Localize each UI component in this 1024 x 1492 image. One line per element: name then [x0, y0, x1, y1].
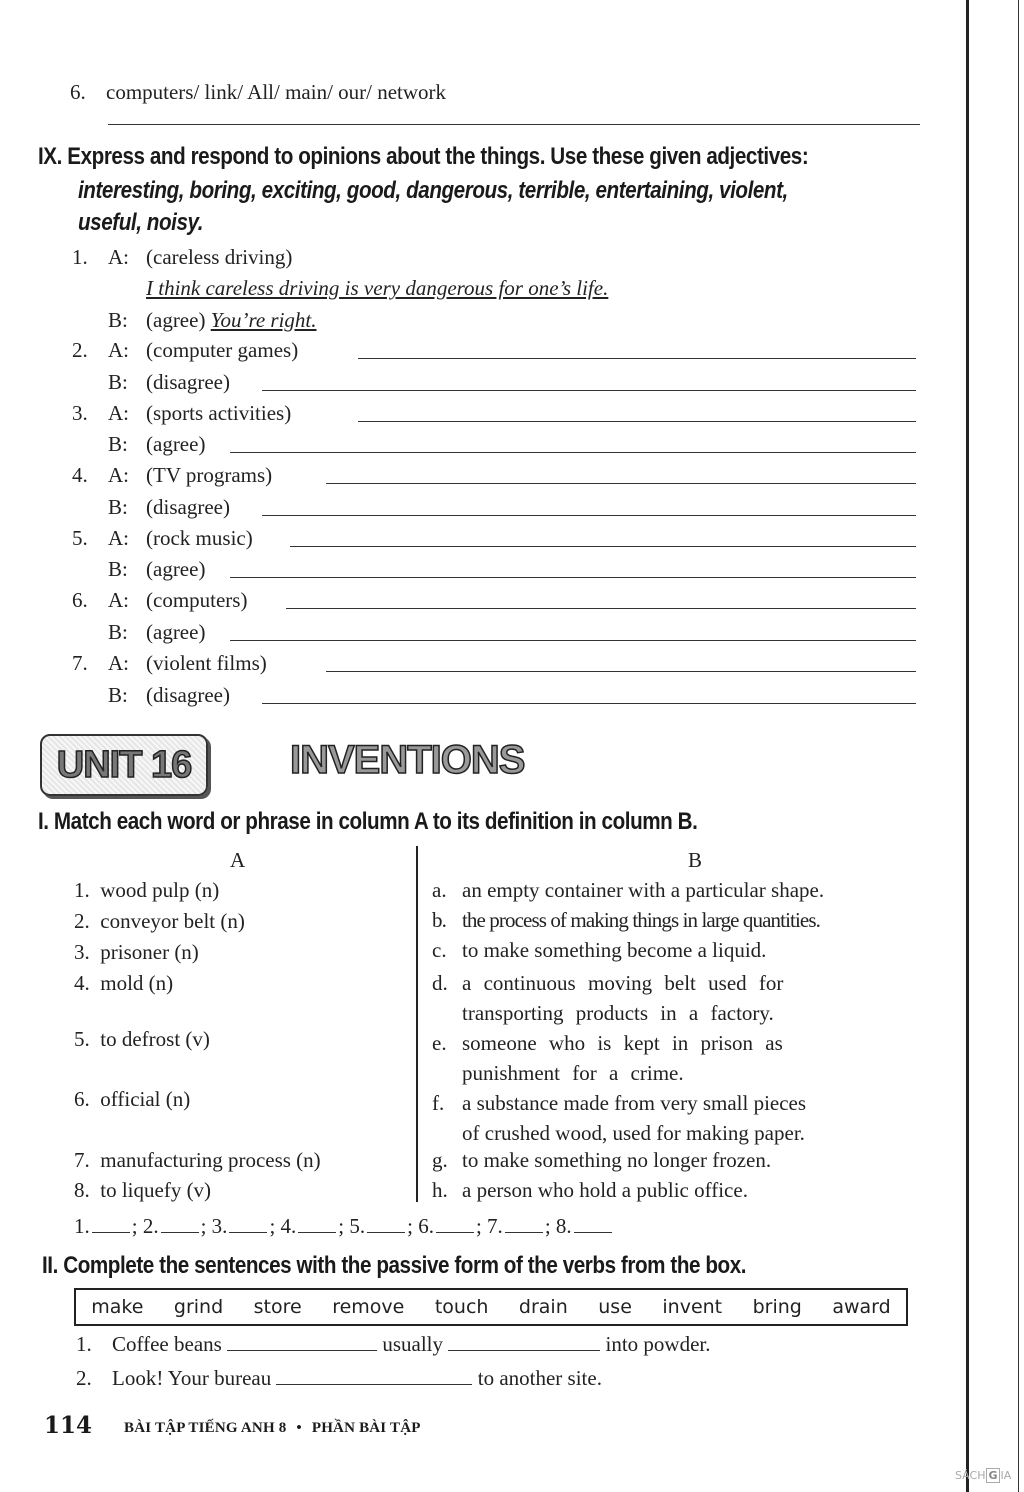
answer-blank[interactable]: [92, 1231, 130, 1233]
answer-line[interactable]: [326, 671, 916, 672]
dialogue-item-3-b: [108, 432, 205, 457]
speaker-label: A:: [108, 400, 129, 425]
item-number: 1.: [76, 1332, 92, 1356]
speaker-label: A:: [108, 245, 129, 269]
unit-badge: [40, 734, 208, 796]
item-text: computers/ link/ All/ main/ our/ network: [106, 80, 447, 104]
item-number: 7.: [72, 651, 88, 675]
definition-letter: e.: [432, 1031, 447, 1055]
answer-label: ; 7.: [475, 1214, 503, 1238]
answer-label: 1.: [74, 1214, 90, 1238]
answer-blank[interactable]: [448, 1349, 600, 1351]
dialogue-item-7-b: [108, 683, 230, 708]
cue: (disagree): [146, 682, 230, 707]
definition-text: punishment for a crime.: [462, 1061, 684, 1085]
adjectives-line-2: useful, noisy.: [78, 209, 204, 236]
definition-text: to make something become a liquid.: [462, 938, 767, 962]
column-b-item: [432, 968, 932, 1028]
sentence-text: Look! Your bureau: [112, 1366, 272, 1390]
verb-box: [74, 1288, 908, 1326]
answer-line[interactable]: [358, 421, 916, 422]
speaker-label: A:: [108, 588, 129, 613]
verb-option: drain: [518, 1296, 568, 1318]
verb-option: store: [253, 1296, 302, 1318]
verb-option: touch: [434, 1296, 489, 1318]
section-ii-heading: II. Complete the sentences with the passive form of the verbs from the box.: [42, 1252, 747, 1279]
speaker-label: B:: [108, 308, 128, 332]
answer-line[interactable]: [230, 452, 916, 453]
unit-title: INVENTIONS: [290, 738, 525, 782]
unit-badge-text: UNIT 16: [56, 743, 192, 786]
cue: (disagree): [146, 369, 230, 394]
dialogue-item-4-a: [72, 463, 272, 488]
topic: (computer games): [146, 338, 299, 362]
dialogue-item-3-a: [72, 401, 291, 426]
column-b-item: [432, 1028, 932, 1088]
answer-blank[interactable]: [161, 1231, 199, 1233]
answer-blank[interactable]: [227, 1349, 377, 1351]
verb-option: use: [598, 1296, 632, 1318]
verb-option: grind: [173, 1296, 224, 1318]
item-number: 5.: [72, 525, 88, 550]
dialogue-item-1-b: [108, 308, 317, 333]
column-b-item: [432, 908, 932, 933]
verb-option: award: [832, 1296, 891, 1318]
definition-letter: f.: [432, 1091, 445, 1115]
verb-option: remove: [332, 1296, 405, 1318]
sentence-text: usually: [382, 1332, 443, 1356]
dialogue-item-6-b: [108, 620, 205, 645]
column-a-item: 4. mold (n): [74, 971, 174, 995]
watermark-text: IA: [1000, 1469, 1012, 1482]
speaker-label: B:: [108, 494, 128, 519]
cue: (disagree): [146, 494, 230, 519]
answer-line[interactable]: [262, 390, 916, 391]
answer-line[interactable]: [358, 358, 916, 359]
definition-text: an empty container with a particular shape.: [462, 878, 825, 902]
item-number: 6.: [72, 588, 88, 613]
speaker-label: B:: [108, 557, 128, 582]
definition-text: to make something no longer frozen.: [462, 1148, 772, 1172]
speaker-label: B:: [108, 369, 128, 394]
answer-blank[interactable]: [436, 1231, 474, 1233]
speaker-label: B:: [108, 682, 128, 707]
answer-line[interactable]: [290, 546, 916, 547]
answer-blank[interactable]: [505, 1231, 543, 1233]
column-a-item: 7. manufacturing process (n): [74, 1148, 321, 1172]
section-ix-heading: IX. Express and respond to opinions about the things. Use these given adjectives:: [38, 143, 809, 170]
example-answer-b: You’re right.: [210, 308, 317, 332]
sentence-text: to another site.: [477, 1366, 602, 1390]
answer-line[interactable]: [230, 640, 916, 641]
answer-label: ; 4.: [269, 1214, 297, 1238]
answer-line[interactable]: [262, 515, 916, 516]
speaker-label: A:: [108, 463, 129, 488]
answer-label: ; 3.: [200, 1214, 228, 1238]
section-i-heading: I. Match each word or phrase in column A to its definition in column B.: [38, 808, 698, 835]
column-divider: [416, 846, 418, 1202]
cue: (agree): [146, 432, 206, 457]
definition-text: a person who hold a public office.: [462, 1178, 748, 1202]
item-number: 3.: [72, 400, 88, 425]
cue: (agree): [146, 619, 206, 644]
topic: (sports activities): [146, 400, 292, 425]
verb-option: bring: [752, 1296, 802, 1318]
example-answer-a: I think careless driving is very dangerous for one’s life.: [146, 276, 609, 300]
column-b-item: [432, 878, 932, 903]
answer-label: ; 2.: [131, 1214, 159, 1238]
answer-line[interactable]: [108, 124, 920, 125]
book-section: PHẦN BÀI TẬP: [311, 1420, 421, 1436]
answer-line[interactable]: [286, 608, 916, 609]
definition-letter: g.: [432, 1148, 448, 1172]
definition-text: of crushed wood, used for making paper.: [462, 1121, 805, 1145]
sentence-text: into powder.: [605, 1332, 711, 1356]
dialogue-item-2-a: [72, 338, 298, 363]
column-a-item: 1. wood pulp (n): [74, 878, 220, 902]
dialogue-item-5-b: [108, 557, 205, 582]
dialogue-item-2-b: [108, 370, 230, 395]
answer-blank[interactable]: [298, 1231, 336, 1233]
definition-letter: h.: [432, 1178, 448, 1202]
sentence-2: [76, 1366, 602, 1391]
definition-letter: b.: [432, 908, 446, 932]
topic: (violent films): [146, 651, 267, 675]
column-a-item: 3. prisoner (n): [74, 940, 199, 964]
answer-label: ; 5.: [338, 1214, 366, 1238]
verb-option: make: [91, 1296, 144, 1318]
definition-letter: c.: [432, 938, 447, 962]
page-number: 114: [44, 1412, 93, 1439]
column-a-item: 6. official (n): [74, 1087, 191, 1111]
column-b-item: [432, 1178, 932, 1203]
answer-blank[interactable]: [229, 1231, 267, 1233]
column-b-header: B: [688, 848, 703, 872]
watermark: [955, 1468, 1011, 1483]
page-binding-line: [966, 0, 969, 1492]
definition-letter: d.: [432, 971, 448, 995]
dialogue-item-6-a: [72, 588, 247, 613]
running-footer: [124, 1420, 421, 1437]
column-a-item: 2. conveyor belt (n): [74, 909, 245, 933]
definition-text: the process of making things in large quantities.: [462, 908, 820, 932]
answer-line[interactable]: [262, 703, 916, 704]
adjectives-line-1: interesting, boring, exciting, good, dangerous, terrible, entertaining, violent,: [78, 177, 788, 204]
dialogue-item-7-a: [72, 651, 267, 676]
sentence-1: [76, 1332, 711, 1357]
book-title: BÀI TẬP TIẾNG ANH 8: [124, 1420, 287, 1436]
sentence-text: Coffee beans: [112, 1332, 222, 1356]
speaker-label: B:: [108, 619, 128, 644]
answer-label: ; 8.: [544, 1214, 572, 1238]
speaker-label: B:: [108, 432, 128, 457]
column-a-item: 8. to liquefy (v): [74, 1178, 212, 1202]
topic: (TV programs): [146, 463, 273, 488]
column-a-header: A: [230, 848, 246, 872]
answer-blank[interactable]: [574, 1231, 612, 1233]
speaker-label: A:: [108, 338, 129, 362]
speaker-label: A:: [108, 651, 129, 675]
item-number: 1.: [72, 245, 88, 269]
watermark-logo-icon: G: [988, 1469, 998, 1482]
verb-option: invent: [662, 1296, 723, 1318]
column-b-item: [432, 938, 932, 963]
prev-exercise-item: [70, 80, 446, 105]
answer-blank[interactable]: [276, 1383, 472, 1385]
definition-text: a continuous moving belt used for: [462, 971, 784, 995]
topic: (careless driving): [146, 245, 293, 269]
topic: (computers): [146, 588, 248, 613]
dialogue-item-1-a: [72, 245, 292, 270]
item-number: 2.: [76, 1366, 92, 1390]
dialogue-item-5-a: [72, 526, 253, 551]
definition-text: someone who is kept in prison as: [462, 1031, 783, 1055]
answer-label: ; 6.: [407, 1214, 434, 1238]
page-edge-line: [1018, 0, 1019, 1492]
answer-line[interactable]: [326, 483, 916, 484]
speaker-label: A:: [108, 525, 129, 550]
column-b-item: [432, 1088, 932, 1148]
bullet-icon: •: [296, 1420, 302, 1436]
answer-blank[interactable]: [367, 1231, 405, 1233]
definition-text: transporting products in a factory.: [462, 1001, 774, 1025]
item-number: 4.: [72, 463, 88, 488]
dialogue-item-4-b: [108, 495, 230, 520]
column-b-item: [432, 1148, 932, 1173]
column-a-item: 5. to defrost (v): [74, 1027, 210, 1051]
definition-text: a substance made from very small pieces: [462, 1091, 807, 1115]
cue: (agree): [146, 308, 206, 332]
item-number: 6.: [70, 80, 86, 104]
cue: (agree): [146, 557, 206, 582]
topic: (rock music): [146, 525, 253, 550]
item-number: 2.: [72, 338, 88, 362]
definition-letter: a.: [432, 878, 447, 902]
match-answer-row: [74, 1214, 614, 1239]
answer-line[interactable]: [230, 577, 916, 578]
watermark-text: SÁCH: [955, 1469, 986, 1482]
